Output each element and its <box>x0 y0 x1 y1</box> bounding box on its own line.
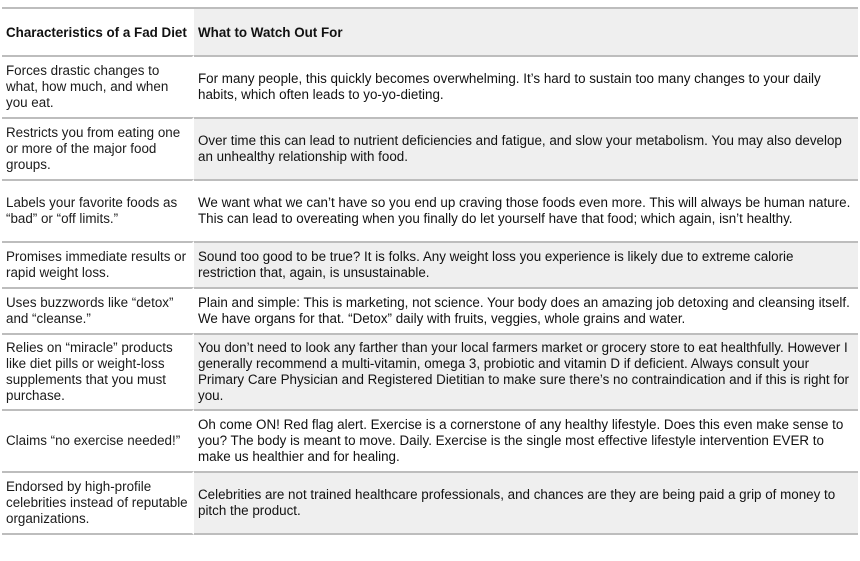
characteristic-cell: Restricts you from eating one or more of the major food groups. <box>2 117 194 179</box>
watch-out-cell: For many people, this quickly becomes overwhelming. It’s hard to sustain too many changes to your daily habits, which often leads to yo-yo-dieting. <box>194 55 858 117</box>
table-row <box>2 55 858 117</box>
watch-out-cell: Over time this can lead to nutrient deficiencies and fatigue, and slow your metabolism. You may also develop an unhealthy relationship with food. <box>194 117 858 179</box>
characteristic-cell: Forces drastic changes to what, how much, and when you eat. <box>2 55 194 117</box>
characteristic-cell: Endorsed by high-profile celebrities instead of reputable organizations. <box>2 471 194 535</box>
characteristic-cell: Claims “no exercise needed!” <box>2 409 194 471</box>
characteristic-cell: Labels your favorite foods as “bad” or “off limits.” <box>2 179 194 241</box>
fad-diet-table <box>2 7 858 535</box>
watch-out-cell: Celebrities are not trained healthcare professionals, and chances are they are being paid a grip of money to pitch the product. <box>194 471 858 535</box>
table-header-row <box>2 7 858 55</box>
watch-out-cell: Oh come ON! Red flag alert. Exercise is a cornerstone of any healthy lifestyle. Does this even make sense to you? The body is meant to move. Daily. Exercise is the single most effective lifestyle intervention EVER to make us healthier and for healing. <box>194 409 858 471</box>
characteristic-cell: Relies on “miracle” products like diet pills or weight-loss supplements that you must purchase. <box>2 333 194 409</box>
table-row <box>2 179 858 241</box>
table-row <box>2 333 858 409</box>
header-watch-out: What to Watch Out For <box>194 7 858 55</box>
table-row <box>2 287 858 333</box>
watch-out-cell: You don’t need to look any farther than your local farmers market or grocery store to eat healthfully. However I generally recommend a multi-vitamin, omega 3, probiotic and vitamin D if deficient. Always consult your Primary Care Physician and Registered Dietitian to make sure there’s no contraindication and if this is right for you. <box>194 333 858 409</box>
table-row <box>2 409 858 471</box>
watch-out-cell: Sound too good to be true? It is folks. Any weight loss you experience is likely due to extreme calorie restriction that, again, is unsustainable. <box>194 241 858 287</box>
header-characteristics: Characteristics of a Fad Diet <box>2 7 194 55</box>
characteristic-cell: Uses buzzwords like “detox” and “cleanse.” <box>2 287 194 333</box>
table-row <box>2 117 858 179</box>
watch-out-cell: Plain and simple: This is marketing, not science. Your body does an amazing job detoxing and cleansing itself. We have organs for that. “Detox” daily with fruits, veggies, whole grains and water. <box>194 287 858 333</box>
table-row <box>2 471 858 535</box>
table-row <box>2 241 858 287</box>
watch-out-cell: We want what we can’t have so you end up craving those foods even more. This will always be human nature. This can lead to overeating when you finally do let yourself have that food; which again, isn’t healthy. <box>194 179 858 241</box>
characteristic-cell: Promises immediate results or rapid weight loss. <box>2 241 194 287</box>
